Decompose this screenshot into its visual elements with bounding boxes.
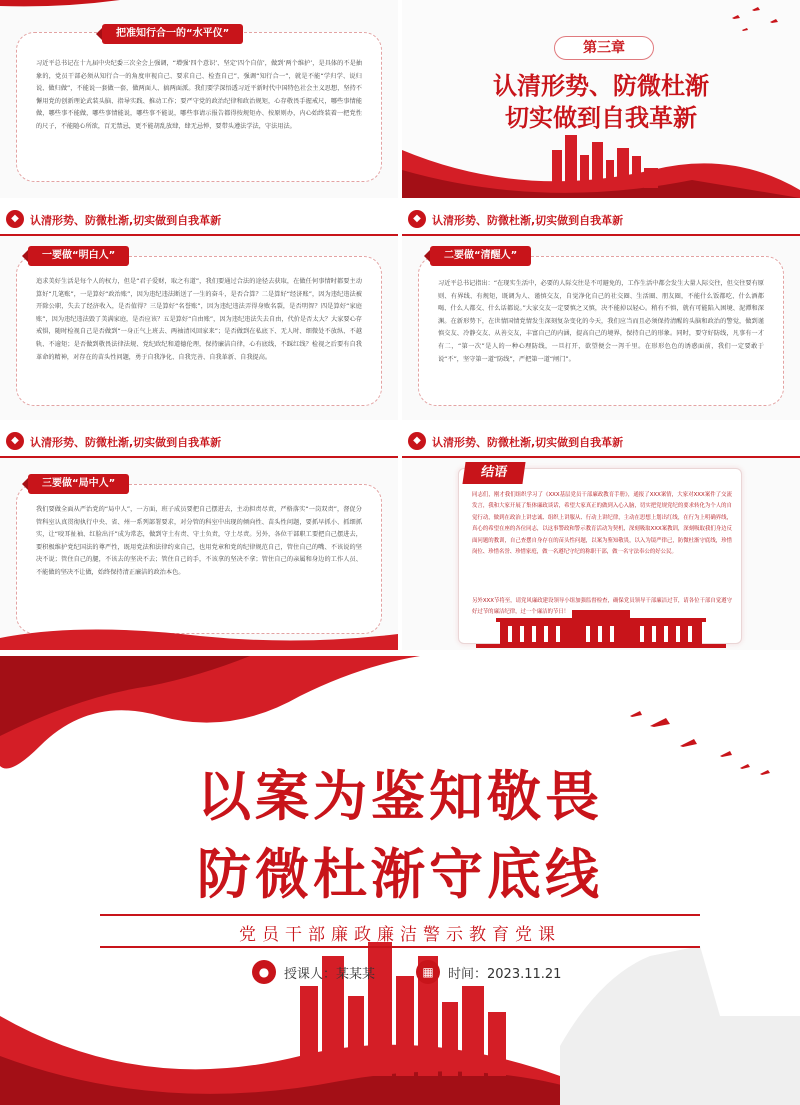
slide-insider-person (0, 424, 398, 650)
slide-clear-minded-person (0, 202, 398, 420)
slide-cover (0, 656, 800, 1105)
paragraph: 我们要做全面从严治党的“局中人”，一方面，班子成员要把自己摆进去，主动担责尽责，严格落实“一岗双责”，督促分管科室认真贯彻执行中央、省、州一系列部署要求，对分管的科室中出现的倾向性、苗头性问题，要抓早抓小、抓细抓实，让“咬耳扯袖、红脸出汗”成为常态，做到守土有责、守土负责，守土尽责。另外，各位干部职工要把自己摆进去，要积极维护党纪国法的尊严性，既用党法和法律约束自己，也用党章和党的纪律规范自己，管住自己的嘴、不该说的坚决不说；管住自己的腿，不该去的坚决不去；管住自己的手，不该拿的坚决不拿；管住自己的亲属和身边的工作人员、不能做的坚决不让做，始终保持清正廉洁的政治本色。 (36, 506, 362, 576)
seal-icon: ◆ (6, 210, 24, 228)
chapter-title-line2: 切实做到自我革新 (505, 103, 697, 132)
paragraph-2: 另外XXX节将至，请党风廉政建设领导小组加强监督检查，确保党员领导干部廉洁过节，请各位干部自觉遵守好过节的廉洁纪律，过一个廉洁的节日！ (472, 598, 732, 616)
lecturer-text: 授课人：某某某 (284, 966, 376, 982)
header-title: 认清形势、防微杜渐,切实做到自我革新 (30, 436, 222, 449)
header-title: 认清形势、防微杜渐,切实做到自我革新 (30, 214, 222, 227)
seal-icon: ◆ (408, 432, 426, 450)
time-info (416, 960, 561, 984)
slide-sober-person (402, 202, 800, 420)
paragraph: 习近平总书记在十九届中央纪委三次全会上强调，“增强‘四个意识’、坚定‘四个自信’，做到‘两个维护’，是具体的不是抽象的，党员干部必须从知行合一的角度审视自己、要求自己、检查自己”，强调“知行合一”，就是不能“学归学、说归说、做归做”，不能说一套做一套，做两面人、搞两面派。我们要学深悟透习近平新时代中国特色社会主义思想，坚持不懈用党的创新理论武装头脑、指导实践、推动工作；要严守党的政治纪律和政治规矩，心存敬畏手握戒尺，哪些事情能做，哪些事不能做，哪些事情能说，哪些事不能说，哪些事请示报告都得按规矩办、按原则办，内心始终装着一把党性的尺子，不能随心所欲，百无禁忌，更不能胡乱放肆，肆无忌惮，要带头遵法学法，守法用法。 (36, 60, 362, 130)
conclusion-tag: 结语 (462, 462, 525, 484)
cover-subtitle: 党员干部廉政廉洁警示教育党课 (239, 925, 561, 945)
slide-header (402, 202, 800, 236)
header-title: 认清形势、防微杜渐,切实做到自我革新 (432, 214, 624, 227)
slide-header (0, 202, 398, 236)
slide-chapter-three (402, 0, 800, 198)
chapter-title-line1: 认清形势、防微杜渐 (493, 71, 709, 100)
paragraph: 追求美好生活是每个人的权力，但是“君子爱财，取之有道”，我们要通过合法的途径去获取，在做任何事情时都要主动算好“几笔账”，一是算好“政治账”，因为违纪违法断送了一生的奋斗，是否合算？二是算好“经济账”，因为违纪违法被开除公职，失去了经济收入，是否值得？三是算好“名誉账”，因为违纪违法弄得身败名裂，是否明智？四是算好“家庭账”，因为违纪违法毁了美满家庭，是否应该？五是算好“自由账”，因为违纪违法失去自由，代价是否太大？大家要心存戒惧，随时检视自己是否做到“一身正气上班去、两袖清风回家来”；是否做到在私底下、无人时、细微处不放纵、不越轨、不逾矩；是否做到敬畏法律法规、党纪政纪和道德伦理，保持廉洁自律，心有底线，不踩红线？检视之后要有自我革命的精神，对存在的苗头性问题，勇于自我净化、自我完善、自我革新、自我提高。 (36, 278, 362, 361)
person-icon: ● (252, 960, 276, 984)
slide5-deco (0, 620, 398, 650)
slide-header (0, 424, 398, 458)
great-hall-graphic (476, 604, 726, 648)
cover-title-line1: 以案为鉴知敬畏 (197, 764, 603, 828)
slide-knowledge-action (0, 0, 398, 198)
paragraph-1: 同志们，刚才我们组织学习了《XXX基层党员干部廉政教育手册》，通报了XXX案情，大家对XXX案件了交流发言，我和大家开展了集体廉政谈话，希望大家真正的做到入心入脑，切实把党规党纪的要求转化为个人的自觉行动，做到在政治上讲忠诚、组织上讲服从、行动上讲纪律，主动在思想上划出红线，在行为上明确界线，真心的希望在座的各位同志，以这事警政和警示教育活动为契机，深刻吸取XXX案教训，深刻吸取我们身边反面问题的教训，自己查摆自身存在的苗头性问题，以案为鉴知敬畏，以入为镜严律己，防微杜渐守底线，珍惜岗位、珍惜名誉、珍惜家庭，做一名遵纪守纪的称职干部，做一名守法奉公的好公民。 (472, 492, 732, 556)
section-pill: 一要做“明白人” (28, 246, 129, 266)
paragraph: 习近平总书记指出：“在现实生活中，必要的人际交往是不可避免的，工作生活中都会发生大量人际交往，但交往要有原则、有界线、有规矩，既调为人、谨慎交友，自觉净化自己的社交圈、生活圈、朋友圈，不能什么饭都吃、什么酒都喝、什么人都交、什么话都说。”大家交友一定要慎之又慎，决不能掉以轻心。稍有不慎，就有可能陷入困境、泥潭和深渊。在新形势下，在世情国情党情发生深刻复杂变化的今天，我们应当而且必须保持清醒的头脑和政治的警觉，做到谨慎交友、冷静交友、从善交友，丰富自己的内涵，提高自己的境界，保持自己的形象。同时，要守好防线，凡事有一才有二，“第一次”是人的一种心理防线，一旦打开，欲望便会一泻千里。在形形色色的诱惑面前，我们一定要敢于说“不”，坚守第一道“防线”，严把第一道“闸门”。 (438, 280, 764, 363)
chapter-label: 第三章 (554, 36, 654, 60)
section-pill: 三要做“局中人” (28, 474, 129, 494)
cover-title-line2: 防微杜渐守底线 (197, 842, 603, 906)
seal-icon: ◆ (408, 210, 426, 228)
slide-header (402, 424, 800, 458)
slide-conclusion (402, 424, 800, 650)
seal-icon: ◆ (6, 432, 24, 450)
header-title: 认清形势、防微杜渐,切实做到自我革新 (432, 436, 624, 449)
lecturer-info (252, 960, 375, 984)
section-pill: 二要做“清醒人” (430, 246, 531, 266)
section-pill: 把准知行合一的“水平仪” (102, 24, 243, 44)
calendar-icon: ▦ (416, 960, 440, 984)
time-text: 时间：2023.11.21 (448, 966, 562, 982)
